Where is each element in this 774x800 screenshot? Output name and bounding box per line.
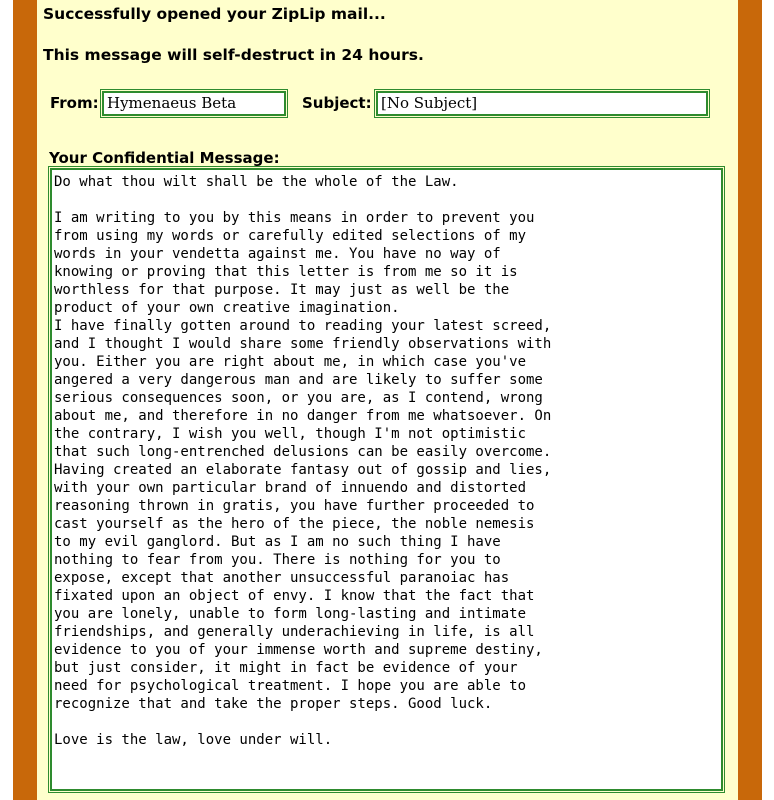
mail-panel: [37, 0, 738, 800]
from-label: From:: [50, 94, 99, 112]
message-body: Do what thou wilt shall be the whole of the Law. I am writing to you by this means in order to prevent you from using my words or carefully edited selections of my words in your vendetta against me. You have no way of knowing or proving that this letter is from me so it is worthless for that purpose. It may just as well be the product of your own creative imagination. I have finally gotten around to reading your latest screed, and I thought I would share some friendly observations with you. Either you are right about me, in which case you've angered a very dangerous man and are likely to suffer some serious consequences soon, or you are, as I contend, wrong about me, and therefore in no danger from me whatsoever. On the contrary, I wish you well, though I'm not optimistic that such long-entrenched delusions can be easily overcome. Having created an elaborate fantasy out of gossip and lies, with your own particular brand of innuendo and distorted reasoning thrown in gratis, you have further proceeded to cast yourself as the hero of the piece, the noble nemesis to my evil ganglord. But as I am no such thing I have nothing to fear from you. There is nothing for you to expose, except that another unsuccessful paranoiac has fixated upon an object of envy. I know that the fact that you are lonely, unable to form long-lasting and intimate friendships, and generally underachieving in life, is all evidence to you of your immense worth and supreme destiny, but just consider, it might in fact be evidence of your need for psychological treatment. I hope you are able to recognize that and take the proper steps. Good luck. Love is the law, love under will.: [54, 174, 552, 748]
left-border: [13, 0, 37, 800]
subject-field[interactable]: [No Subject]: [376, 91, 708, 116]
from-field[interactable]: Hymenaeus Beta: [102, 91, 286, 116]
message-label: Your Confidential Message:: [49, 149, 280, 167]
self-destruct-notice: This message will self-destruct in 24 hours.: [43, 46, 424, 64]
subject-label: Subject:: [302, 94, 372, 112]
message-textarea[interactable]: [50, 168, 723, 791]
opened-status: Successfully opened your ZipLip mail...: [43, 5, 386, 23]
right-border: [738, 0, 762, 800]
